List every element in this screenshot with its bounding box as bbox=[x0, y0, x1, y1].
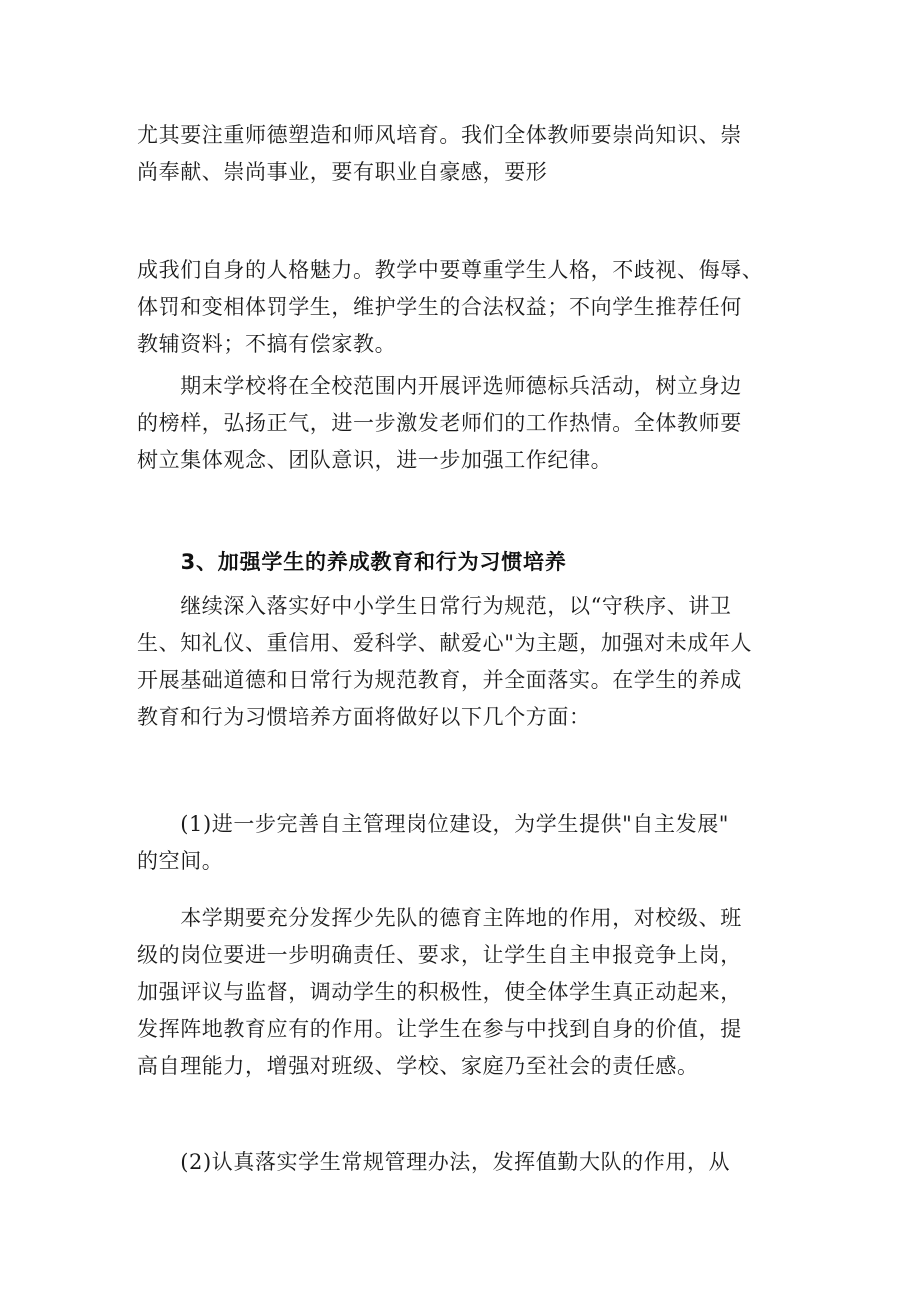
section-heading-3 bbox=[137, 544, 797, 581]
paragraph-teacher-ethics bbox=[137, 117, 797, 191]
text-line: 期末学校将在全校范围内开展评选师德标兵活动，树立身边 bbox=[137, 374, 742, 398]
text-line: 教育和行为习惯培养方面将做好以下几个方面： bbox=[137, 705, 591, 729]
text-line: 尚奉献、崇尚事业，要有职业自豪感，要形 bbox=[137, 160, 548, 184]
heading-text: 3、加强学生的养成教育和行为习惯培养 bbox=[137, 550, 567, 574]
paragraph-personal-charm bbox=[137, 252, 797, 363]
text-line: 生、知礼仪、重信用、爱科学、献爱心"为主题，加强对未成年人 bbox=[137, 631, 753, 655]
text-line: 尤其要注重师德塑造和师风培育。我们全体教师要崇尚知识、崇 bbox=[137, 123, 742, 147]
text-line: 发挥阵地教育应有的作用。让学生在参与中找到自身的价值，提 bbox=[137, 1017, 742, 1041]
text-line: 加强评议与监督，调动学生的积极性，使全体学生真正动起来， bbox=[137, 980, 742, 1004]
text-line: 高自理能力，增强对班级、学校、家庭乃至社会的责任感。 bbox=[137, 1054, 699, 1078]
paragraph-young-pioneers bbox=[137, 900, 797, 1085]
text-line: 开展基础道德和日常行为规范教育，并全面落实。在学生的养成 bbox=[137, 668, 742, 692]
text-line: 继续深入落实好中小学生日常行为规范，以“守秩序、讲卫 bbox=[137, 594, 732, 618]
paragraph-item-1 bbox=[137, 806, 797, 880]
paragraph-behavior-norms bbox=[137, 588, 797, 736]
text-line: 教辅资料；不搞有偿家教。 bbox=[137, 332, 397, 356]
text-line: 级的岗位要进一步明确责任、要求，让学生自主申报竞争上岗， bbox=[137, 943, 742, 967]
text-line: 树立集体观念、团队意识，进一步加强工作纪律。 bbox=[137, 448, 613, 472]
text-line: (1)进一步完善自主管理岗位建设，为学生提供"自主发展" bbox=[137, 812, 730, 836]
paragraph-item-2 bbox=[137, 1144, 797, 1181]
text-line: 体罚和变相体罚学生，维护学生的合法权益；不向学生推荐任何 bbox=[137, 295, 742, 319]
text-line: 成我们自身的人格魅力。教学中要尊重学生人格，不歧视、侮辱、 bbox=[137, 258, 764, 282]
text-line: 本学期要充分发挥少先队的德育主阵地的作用，对校级、班 bbox=[137, 906, 742, 930]
text-line: 的榜样，弘扬正气，进一步激发老师们的工作热情。全体教师要 bbox=[137, 411, 742, 435]
text-line: 的空间。 bbox=[137, 849, 224, 873]
paragraph-model-teacher bbox=[137, 368, 797, 479]
text-line: (2)认真落实学生常规管理办法，发挥值勤大队的作用，从 bbox=[137, 1150, 731, 1174]
